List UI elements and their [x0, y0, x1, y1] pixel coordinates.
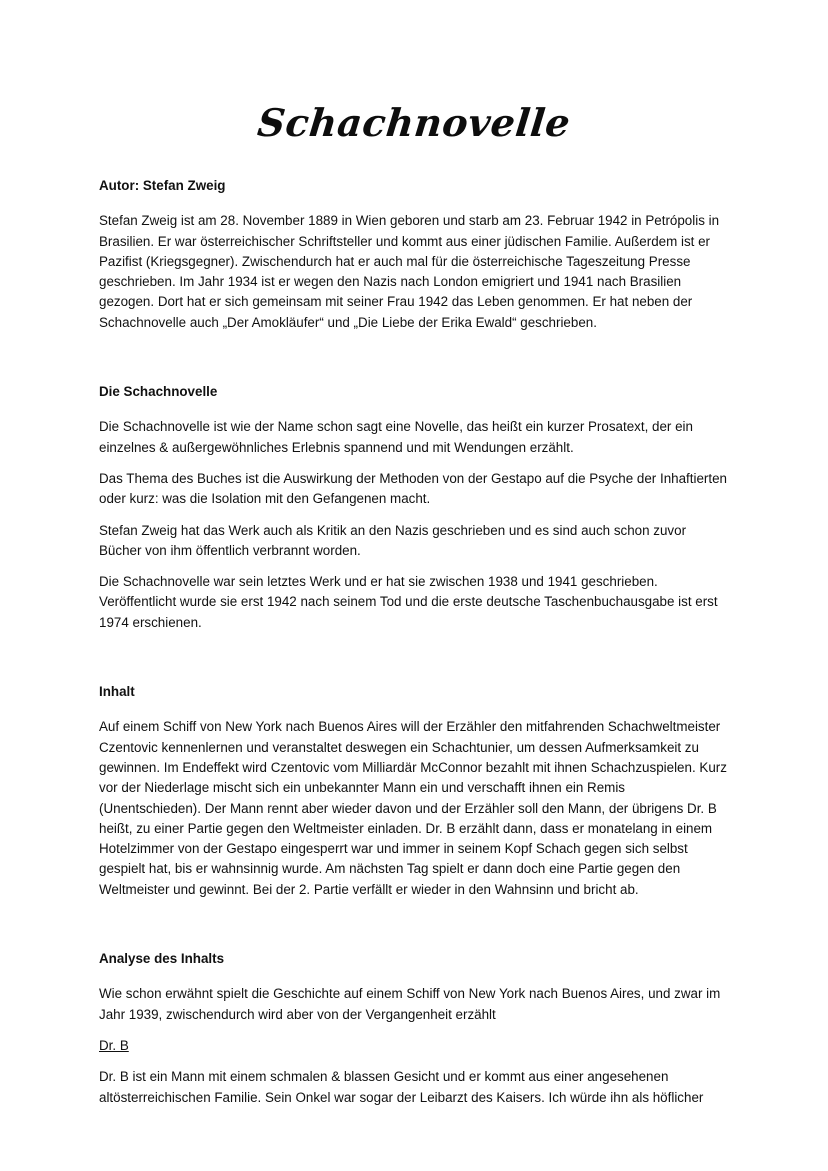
novella-paragraph-2: Das Thema des Buches ist die Auswirkung der Methoden von der Gestapo auf die Psyche der Inhaftierten oder kurz: was die Isolation mit den Gefangenen macht. — [99, 470, 727, 507]
section-spacer — [99, 644, 729, 682]
analysis-paragraph-2: Dr. B ist ein Mann mit einem schmalen & blassen Gesicht und er kommt aus einer angesehenen altösterreichischen Familie. Sein Onkel war sogar der Leibarzt des Kaisers. Ich würde ihn als höflicher — [99, 1069, 704, 1105]
document-body — [99, 176, 729, 1119]
analysis-paragraph-1: Wie schon erwähnt spielt die Geschichte auf einem Schiff von New York nach Buenos Aires, und zwar im Jahr 1939, zwischendurch wird aber von der Vergangenheit erzählt — [99, 986, 721, 1022]
author-paragraph: Stefan Zweig ist am 28. November 1889 in Wien geboren und starb am 23. Februar 1942 in Petrópolis in Brasilien. Er war österreichischer Schriftsteller und kommt aus einer jüdischen Familie. Außerdem ist er Pazifist (Kriegsgegner). Zwischendurch hat er auch mal für die österreichische Tageszeitung Presse geschrieben. Im Jahr 1934 ist er wegen den Nazis nach London emigriert und 1941 nach Brasilien gezogen. Dort hat er sich gemeinsam mit seiner Frau 1942 das Leben genommen. Er hat neben der Schachnovelle auch „Der Amokläufer“ und „Die Liebe der Erika Ewald“ geschrieben. — [99, 213, 720, 330]
section-heading-analysis: Analyse des Inhalts — [99, 951, 225, 967]
section-spacer — [99, 911, 729, 949]
novella-paragraph-4: Die Schachnovelle war sein letztes Werk und er hat sie zwischen 1938 und 1941 geschrieben. Veröffentlicht wurde sie erst 1942 nach seinem Tod und die erste deutsche Taschenbuchausgabe ist erst 1974 erschienen. — [99, 574, 718, 630]
novella-paragraph-1: Die Schachnovelle ist wie der Name schon sagt eine Novelle, das heißt ein kurzer Prosatext, der ein einzelnes & außergewöhnliches Erlebnis spannend und mit Wendungen erzählt. — [99, 419, 693, 455]
subheading-dr-b: Dr. B — [99, 1037, 129, 1053]
novella-paragraph-3: Stefan Zweig hat das Werk auch als Kritik an den Nazis geschrieben und es sind auch schon zuvor Bücher von ihm öffentlich verbrannt worden. — [99, 522, 687, 558]
section-heading-novella: Die Schachnovelle — [99, 384, 218, 400]
section-heading-content: Inhalt — [99, 684, 135, 700]
content-paragraph: Auf einem Schiff von New York nach Buenos Aires will der Erzähler den mitfahrenden Schachweltmeister Czentovic kennenlernen und veranstaltet deswegen ein Schachtunier, um dessen Aufmerksamkeit zu gewinnen. Im Endeffekt wird Czentovic vom Milliardär McConnor bezahlt mit ihnen Schachzuspielen. Kurz vor der Niederlage mischt sich ein unbekannter Mann ein und verschafft ihnen ein Remis (Unentschieden). Der Mann rennt aber wieder davon und der Erzähler soll den Mann, der übrigens Dr. B heißt, zu einer Partie gegen den Weltmeister einladen. Dr. B erzählt dann, dass er monatelang in einem Hotelzimmer von der Gestapo eingesperrt war und immer in seinem Kopf Schach gegen sich selbst gespielt hat, bis er wahnsinnig wurde. Am nächsten Tag spielt er dann doch eine Partie gegen den Weltmeister und gewinnt. Bei der 2. Partie verfällt er wieder in den Wahnsinn und bricht ab. — [99, 719, 727, 897]
section-spacer — [99, 344, 729, 382]
document-title: Schachnovelle — [255, 100, 573, 145]
section-heading-author: Autor: Stefan Zweig — [99, 178, 226, 193]
